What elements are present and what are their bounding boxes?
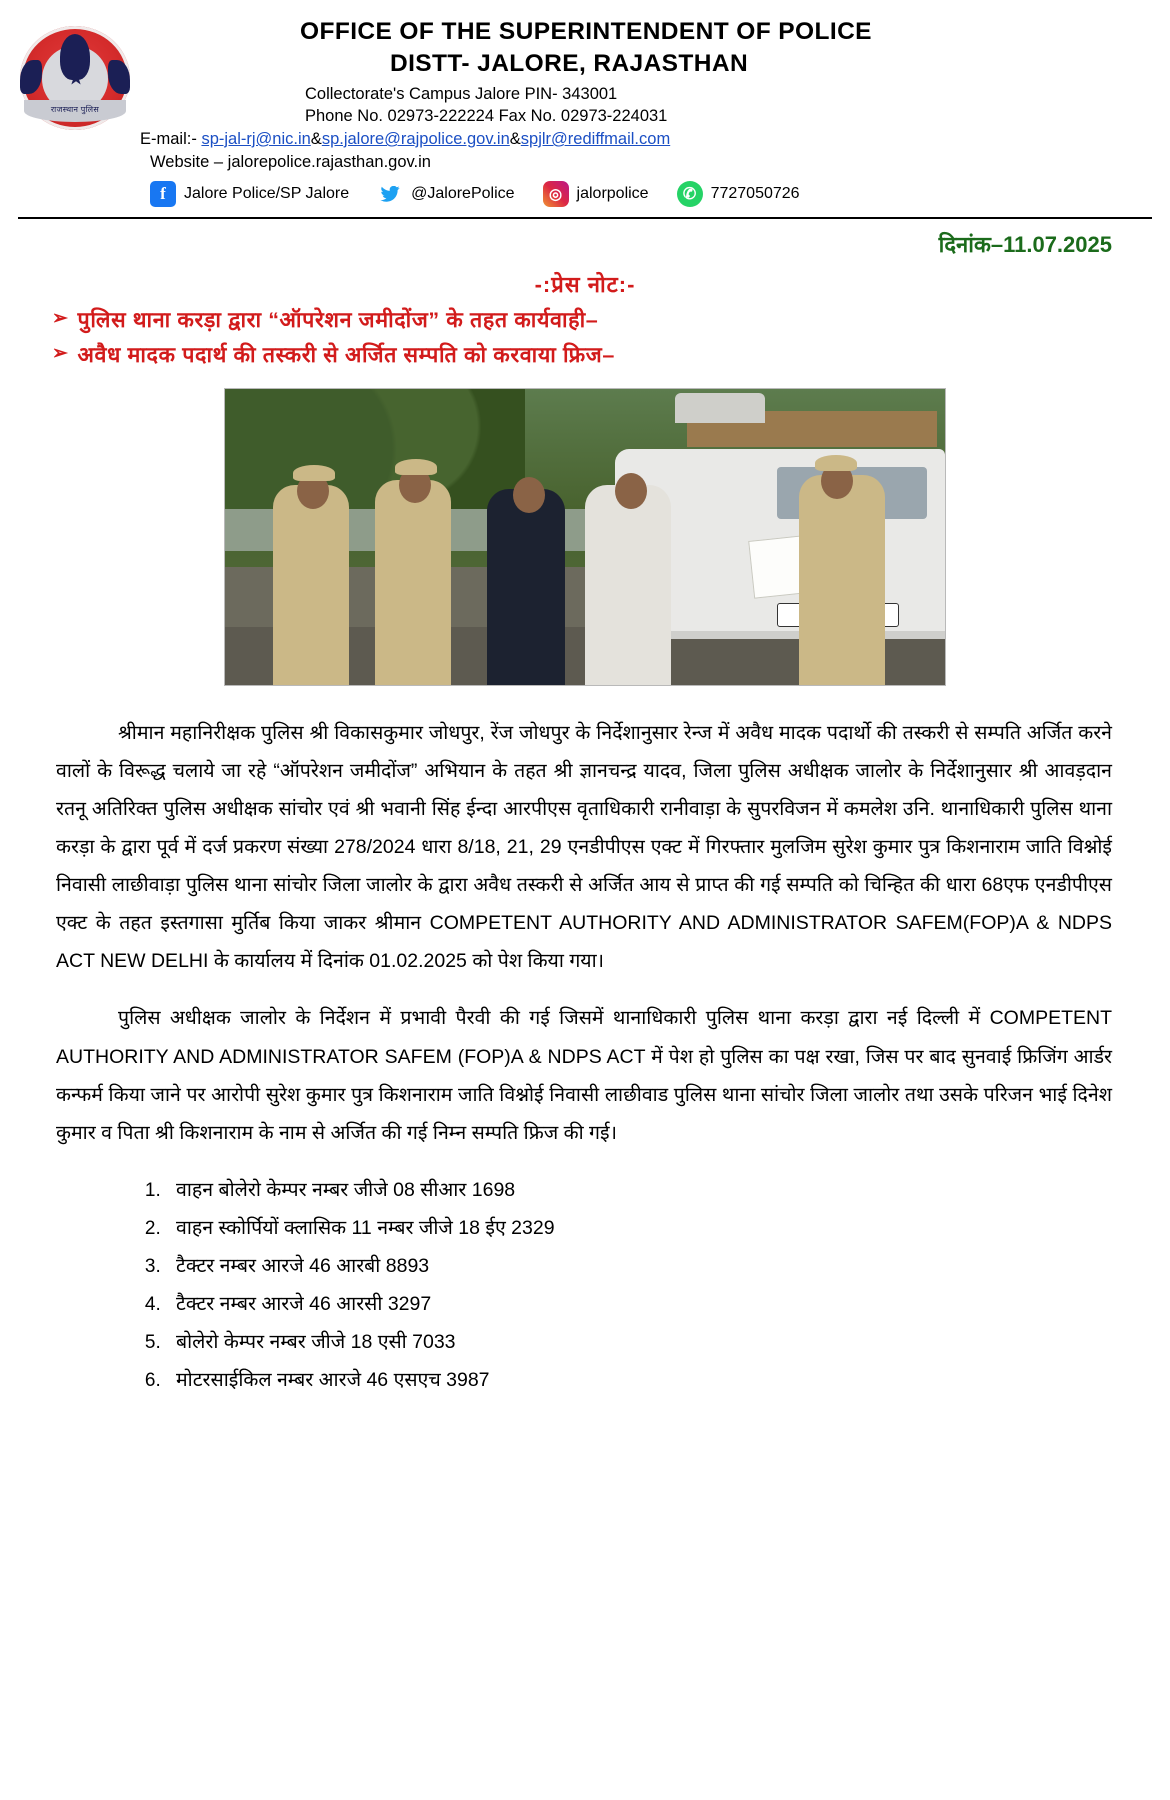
list-item: 2. वाहन स्कोर्पियों क्लासिक 11 नम्बर जीजे 18 ईए 2329: [166, 1209, 1112, 1247]
office-phone: Phone No. 02973-222224 Fax No. 02973-224031: [305, 107, 668, 125]
bullet-arrow-icon: ➢: [52, 308, 69, 329]
headline-bullets: [0, 307, 1170, 370]
email-link-2[interactable]: sp.jalore@rajpolice.gov.in: [321, 130, 510, 148]
document-date: दिनांक–11.07.2025: [938, 232, 1112, 257]
press-note-body: [0, 714, 1170, 1399]
headline-bullet-2: [52, 342, 1130, 370]
office-title-line1: OFFICE OF THE SUPERINTENDENT OF POLICE: [300, 18, 872, 45]
press-photo: [224, 388, 946, 686]
contact-block: [140, 130, 1170, 207]
social-item-facebook[interactable]: [150, 181, 349, 207]
list-item: 5. बोलेरो केम्पर नम्बर जीजे 18 एसी 7033: [166, 1323, 1112, 1361]
email-link-3[interactable]: spjlr@rediffmail.com: [520, 130, 671, 148]
email-row: [140, 130, 1170, 149]
social-item-whatsapp[interactable]: [677, 181, 800, 207]
headline-bullet-2-text: अवैध मादक पदार्थ की तस्करी से अर्जित सम्पति को करवाया फ्रिज–: [77, 342, 615, 367]
body-paragraph-2: पुलिस अधीक्षक जालोर के निर्देशन में प्रभावी पैरवी की गई जिसमें थानाधिकारी पुलिस थाना करड़ा द्वारा नई दिल्ली में COMPETENT AUTHORITY AND ADMINISTRATOR SAFEM (FOP)A & NDPS ACT में पेश हो पुलिस का पक्ष रखा, जिस पर बाद सुनवाई फ्रिजिंग आर्डर कन्फर्म किया जाने पर आरोपी सुरेश कुमार पुत्र किशनाराम जाति विश्नोई निवासी लाछीवाड पुलिस थाना सांचोर जिला जालोर तथा उसके परिजन भाई दिनेश कुमार व पिता श्री किशनाराम के नाम से अर्जित की गई निम्न सम्पति फ्रिज की गई।: [56, 1007, 1112, 1144]
website-line: Website – jalorepolice.rajasthan.gov.in: [150, 153, 431, 171]
social-item-instagram[interactable]: [543, 181, 649, 207]
headline-bullet-1-text: पुलिस थाना करड़ा द्वारा “ऑपरेशन जमीदोंज” के तहत कार्यवाही–: [77, 308, 599, 332]
list-item: 4. टैक्टर नम्बर आरजे 46 आरसी 3297: [166, 1285, 1112, 1323]
email-link-1[interactable]: sp-jal-rj@nic.in: [201, 130, 311, 148]
twitter-icon: [377, 181, 403, 207]
whatsapp-icon: ✆: [677, 181, 703, 207]
office-title-line2: DISTT- JALORE, RAJASTHAN: [390, 50, 749, 77]
header-text-block: [140, 18, 1170, 207]
instagram-handle: jalorpolice: [576, 185, 649, 202]
emblem-band-text: राजस्थान पुलिस: [50, 105, 100, 114]
social-links-row: [150, 181, 1170, 207]
facebook-icon: f: [150, 181, 176, 207]
list-item: 6. मोटरसाईकिल नम्बर आरजे 46 एसएच 3987: [166, 1361, 1112, 1399]
headline-bullet-1: [52, 307, 1130, 335]
facebook-handle: Jalore Police/SP Jalore: [184, 185, 350, 202]
twitter-handle: @JalorePolice: [411, 185, 515, 202]
press-note-heading: -:प्रेस नोट:-: [534, 272, 636, 297]
email-amp-1: &: [310, 130, 322, 148]
document-header: [0, 0, 1170, 207]
email-amp-2: &: [509, 130, 521, 148]
body-paragraph-1: श्रीमान महानिरीक्षक पुलिस श्री विकासकुमार जोधपुर, रेंज जोधपुर के निर्देशानुसार रेन्ज में अवैध मादक पदार्थो की तस्करी से सम्पति अर्जित करने वालों के विरूद्ध चलाये जा रहे “ऑपरेशन जमीदोंज” अभियान के तहत श्री ज्ञानचन्द्र यादव, जिला पुलिस अधीक्षक जालोर के निर्देशानुसार श्री आवड़दान रतनू अतिरिक्त पुलिस अधीक्षक सांचोर एवं श्री भवानी सिंह ईन्दा आरपीएस वृताधिकारी रानीवाड़ा के सुपरविजन में कमलेश उनि. थानाधिकारी पुलिस थाना करड़ा के द्वारा पूर्व में दर्ज प्रकरण संख्या 278/2024 धारा 8/18, 21, 29 एनडीपीएस एक्ट में गिरफ्तार मुलजिम सुरेश कुमार पुत्र किशनाराम जाति विश्नोई निवासी लाछीवाड़ा पुलिस थाना सांचोर जिला जालोर के द्वारा अवैध तस्करी से अर्जित आय से प्राप्त की गई सम्पति को चिन्हित की धारा 68एफ एनडीपीएस एक्ट के तहत इस्तगासा मुर्तिब किया जाकर श्रीमान COMPETENT AUTHORITY AND ADMINISTRATOR SAFEM(FOP)A & NDPS ACT NEW DELHI के कार्यालय में दिनांक 01.02.2025 को पेश किया गया।: [56, 721, 1112, 972]
list-item: 1. वाहन बोलेरो केम्पर नम्बर जीजे 08 सीआर 1698: [166, 1171, 1112, 1209]
email-label: E-mail:-: [140, 130, 197, 148]
list-item: 3. टैक्टर नम्बर आरजे 46 आरबी 8893: [166, 1247, 1112, 1285]
header-divider: [18, 217, 1152, 219]
instagram-icon: ◎: [543, 181, 569, 207]
police-emblem-wrap: [0, 18, 150, 136]
frozen-property-list: [56, 1171, 1112, 1399]
rajasthan-police-emblem-icon: [14, 26, 136, 136]
bullet-arrow-icon: ➢: [52, 342, 69, 364]
whatsapp-number: 7727050726: [710, 185, 800, 202]
social-item-twitter[interactable]: [377, 181, 514, 207]
office-address: Collectorate's Campus Jalore PIN- 343001: [305, 85, 618, 103]
